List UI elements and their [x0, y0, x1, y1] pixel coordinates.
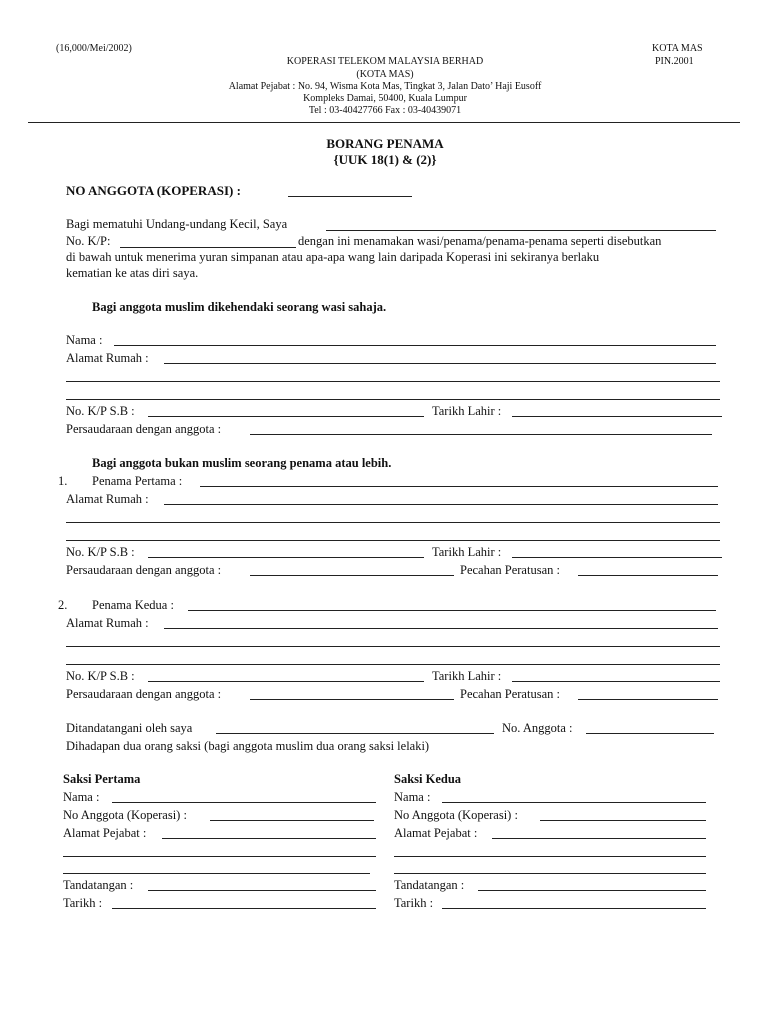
witness-note: Dihadapan dua orang saksi (bagi anggota muslim dua orang saksi lelaki) — [66, 739, 430, 753]
nominee-2-address-field-3[interactable] — [66, 664, 720, 665]
muslim-ic-label: No. K/P S.B : — [66, 404, 135, 418]
non-muslim-heading: Bagi anggota bukan muslim seorang penama atau lebih. — [92, 456, 392, 470]
nominee-2-ic-field[interactable] — [148, 681, 424, 682]
nominee-1-share-field[interactable] — [578, 575, 718, 576]
nominee-2-address-field-1[interactable] — [164, 628, 718, 629]
witness-1-member-no-label: No Anggota (Koperasi) : — [63, 808, 187, 822]
header-divider — [28, 122, 740, 123]
muslim-name-label: Nama : — [66, 333, 103, 347]
witness-2-office-field-1[interactable] — [492, 838, 706, 839]
nominee-2-dob-label: Tarikh Lahir : — [432, 669, 502, 683]
nominee-2-share-field[interactable] — [578, 699, 718, 700]
org-address-1: Alamat Pejabat : No. 94, Wisma Kota Mas, Tingkat 3, Jalan Dato’ Haji Eusoff — [228, 81, 542, 92]
nominee-1-ic-field[interactable] — [148, 557, 424, 558]
witness-1-office-label: Alamat Pejabat : — [63, 826, 147, 840]
nominee-1-name-field[interactable] — [200, 486, 718, 487]
nominee-1-dob-field[interactable] — [512, 557, 722, 558]
witness-2-sign-field[interactable] — [478, 890, 706, 891]
org-name: KOPERASI TELEKOM MALAYSIA BERHAD — [286, 56, 484, 67]
nominee-1-number: 1. — [58, 474, 68, 488]
nominee-1-relation-field[interactable] — [250, 575, 454, 576]
muslim-address-label: Alamat Rumah : — [66, 351, 149, 365]
witness-1-name-field[interactable] — [112, 802, 376, 803]
witness-1-member-no-field[interactable] — [210, 820, 374, 821]
witness-1-office-field-3[interactable] — [63, 873, 370, 874]
witness-2-member-no-field[interactable] — [540, 820, 706, 821]
branch-label: KOTA MAS — [652, 43, 703, 54]
witness-1-sign-field[interactable] — [148, 890, 376, 891]
intro-ic-label: No. K/P: — [66, 234, 111, 248]
nominee-2-address-label: Alamat Rumah : — [66, 616, 149, 630]
witness-2-member-no-label: No Anggota (Koperasi) : — [394, 808, 518, 822]
witness-2-office-field-3[interactable] — [394, 873, 706, 874]
nominee-2-ic-label: No. K/P S.B : — [66, 669, 135, 683]
witness-2-office-field-2[interactable] — [394, 856, 706, 857]
intro-line-3: di bawah untuk menerima yuran simpanan atau apa-apa wang lain daripada Koperasi ini sekiranya berlaku — [66, 250, 600, 264]
nominee-1-address-field-1[interactable] — [164, 504, 718, 505]
member-no-label: NO ANGGOTA (KOPERASI) : — [66, 183, 241, 198]
nominee-2-relation-field[interactable] — [250, 699, 454, 700]
form-ref-code: (16,000/Mei/2002) — [56, 43, 132, 54]
nominee-1-share-label: Pecahan Peratusan : — [460, 563, 560, 577]
witness-1-heading: Saksi Pertama — [63, 772, 141, 786]
muslim-ic-field[interactable] — [148, 416, 424, 417]
muslim-heading: Bagi anggota muslim dikehendaki seorang wasi sahaja. — [92, 300, 387, 314]
muslim-address-field-3[interactable] — [66, 399, 720, 400]
nominee-1-dob-label: Tarikh Lahir : — [432, 545, 502, 559]
pin-label: PIN.2001 — [655, 56, 694, 67]
muslim-address-field-2[interactable] — [66, 381, 720, 382]
form-subtitle: {UUK 18(1) & (2)} — [333, 152, 437, 167]
intro-line-4: kematian ke atas diri saya. — [66, 266, 199, 280]
witness-1-name-label: Nama : — [63, 790, 100, 804]
org-address-2: Kompleks Damai, 50400, Kuala Lumpur — [303, 93, 467, 104]
form-title: BORANG PENAMA — [326, 136, 444, 151]
muslim-relation-field[interactable] — [250, 434, 712, 435]
witness-2-office-label: Alamat Pejabat : — [394, 826, 478, 840]
witness-2-sign-label: Tandatangan : — [394, 878, 465, 892]
witness-1-date-label: Tarikh : — [63, 896, 103, 910]
signer-member-no-label: No. Anggota : — [502, 721, 573, 735]
nominee-1-ic-label: No. K/P S.B : — [66, 545, 135, 559]
muslim-name-field[interactable] — [114, 345, 716, 346]
muslim-dob-field[interactable] — [512, 416, 722, 417]
witness-1-office-field-1[interactable] — [162, 838, 376, 839]
witness-2-heading: Saksi Kedua — [394, 772, 462, 786]
nominee-1-address-field-2[interactable] — [66, 522, 720, 523]
nominee-2-name-field[interactable] — [188, 610, 716, 611]
witness-1-date-field[interactable] — [112, 908, 376, 909]
nominee-2-address-field-2[interactable] — [66, 646, 720, 647]
nominee-1-address-label: Alamat Rumah : — [66, 492, 149, 506]
nominee-2-relation-label: Persaudaraan dengan anggota : — [66, 687, 222, 701]
member-ic-field[interactable] — [120, 247, 296, 248]
member-no-field[interactable] — [288, 196, 412, 197]
signer-member-no-field[interactable] — [586, 733, 714, 734]
nominee-1-address-field-3[interactable] — [66, 540, 720, 541]
nominee-2-dob-field[interactable] — [512, 681, 720, 682]
signed-label: Ditandatangani oleh saya — [66, 721, 193, 735]
muslim-relation-label: Persaudaraan dengan anggota : — [66, 422, 222, 436]
nominee-2-number: 2. — [58, 598, 68, 612]
witness-1-sign-label: Tandatangan : — [63, 878, 134, 892]
witness-2-date-field[interactable] — [442, 908, 706, 909]
org-sub: (KOTA MAS) — [356, 69, 414, 80]
witness-2-name-label: Nama : — [394, 790, 431, 804]
muslim-address-field-1[interactable] — [164, 363, 716, 364]
org-contact: Tel : 03-40427766 Fax : 03-40439071 — [308, 105, 462, 116]
nominee-2-name-label: Penama Kedua : — [92, 598, 174, 612]
witness-2-date-label: Tarikh : — [394, 896, 434, 910]
muslim-dob-label: Tarikh Lahir : — [432, 404, 502, 418]
intro-line-2: dengan ini menamakan wasi/penama/penama-penama seperti disebutkan — [298, 234, 662, 248]
witness-1-office-field-2[interactable] — [63, 856, 376, 857]
nominee-1-name-label: Penama Pertama : — [92, 474, 183, 488]
member-name-field[interactable] — [326, 230, 716, 231]
nominee-2-share-label: Pecahan Peratusan : — [460, 687, 560, 701]
nominee-1-relation-label: Persaudaraan dengan anggota : — [66, 563, 222, 577]
signed-field[interactable] — [216, 733, 494, 734]
witness-2-name-field[interactable] — [442, 802, 706, 803]
intro-line-1: Bagi mematuhi Undang-undang Kecil, Saya — [66, 217, 288, 231]
